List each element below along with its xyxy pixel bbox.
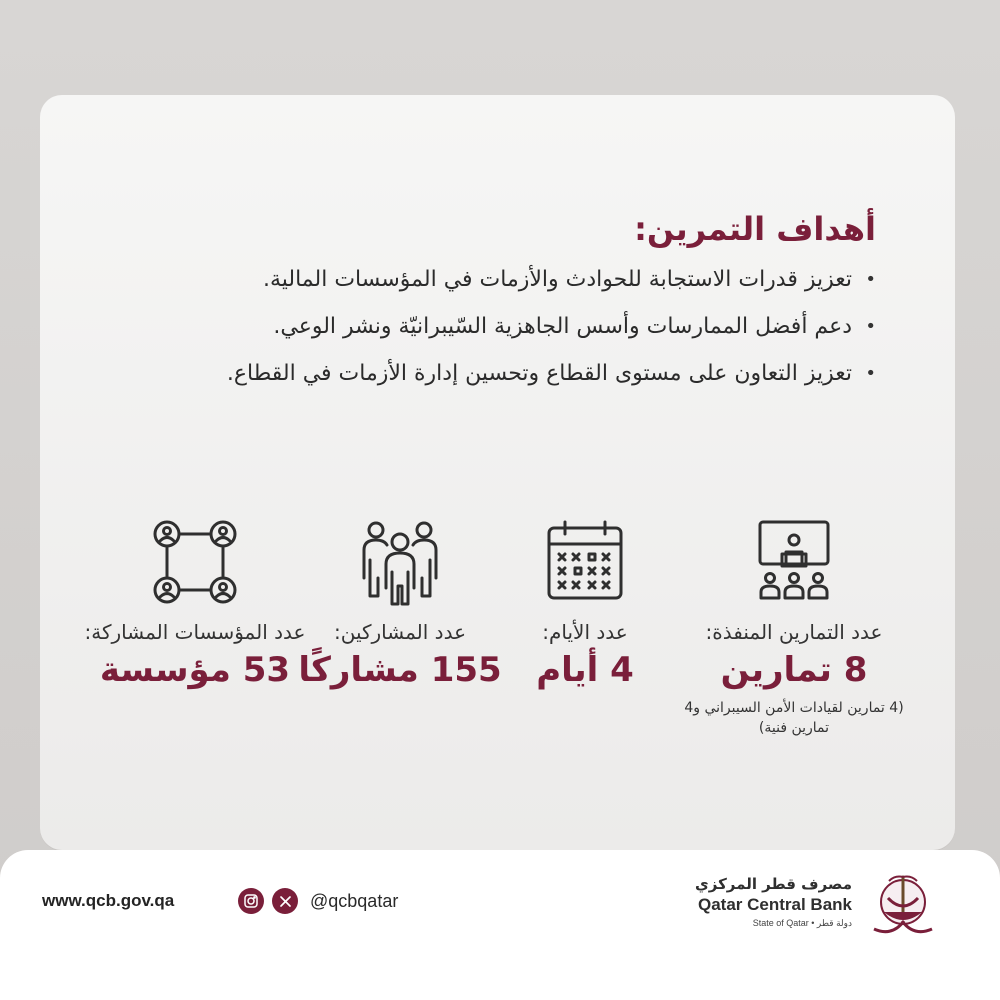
stat-label: عدد المشاركين: [333, 620, 467, 644]
stat-label: عدد التمارين المنفذة: [705, 620, 883, 644]
calendar-icon [539, 516, 631, 608]
objective-item: • تعزيز التعاون على مستوى القطاع وتحسين إدارة الأزمات في القطاع. [196, 350, 876, 397]
stat-value: 8 تمارين [720, 650, 868, 690]
qcb-logo [695, 865, 950, 940]
x-icon[interactable] [272, 888, 298, 914]
stat-label: عدد الأيام: [542, 620, 628, 644]
objectives-section [196, 210, 876, 397]
social-handle[interactable]: @qcbqatar [310, 890, 399, 911]
social-links [238, 888, 398, 914]
stat-participants [285, 516, 515, 690]
network-icon [149, 516, 241, 608]
objectives-list [196, 256, 876, 397]
stat-value: 155 مشاركًا [298, 650, 502, 690]
bank-name-en: Qatar Central Bank [698, 895, 852, 914]
bank-name-ar: مصرف قطر المركزي [695, 875, 852, 893]
instagram-icon[interactable] [238, 888, 264, 914]
objective-item: • تعزيز قدرات الاستجابة للحوادث والأزمات في المؤسسات المالية. [196, 256, 876, 303]
people-group-icon [354, 516, 446, 608]
stat-value: 53 مؤسسة [99, 650, 291, 690]
state-label: State of Qatar • دولة قطر [752, 918, 852, 928]
stat-label: عدد المؤسسات المشاركة: [84, 620, 306, 644]
website-link[interactable]: www.qcb.gov.qa [42, 891, 175, 910]
stat-note: (4 تمارين لقيادات الأمن السيبراني و4 تمارين فنية) [684, 700, 904, 736]
stat-institutions [80, 516, 310, 690]
objectives-title: أهداف التمرين: [634, 210, 876, 248]
objective-item: • دعم أفضل الممارسات وأسس الجاهزية السّيبرانيّة ونشر الوعي. [196, 303, 876, 350]
emblem-icon [860, 865, 940, 940]
stat-exercises [679, 516, 909, 738]
presentation-icon [748, 516, 840, 608]
stat-value: 4 أيام [536, 650, 634, 690]
